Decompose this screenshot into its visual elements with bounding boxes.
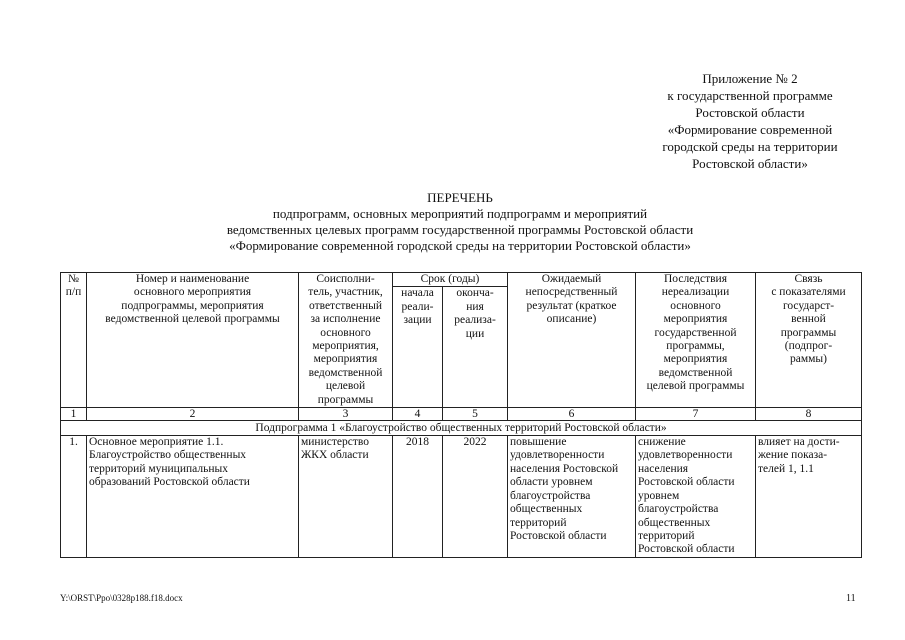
program-table	[60, 272, 862, 558]
text-line: Последствия	[664, 273, 727, 285]
title-lines	[60, 206, 860, 254]
text-line: телей 1, 1.1	[758, 462, 814, 475]
row-name	[87, 436, 299, 558]
row-end: 2022	[443, 436, 508, 558]
row-result	[508, 436, 636, 558]
text-line: основного	[670, 299, 721, 312]
text-line: уровнем	[638, 489, 680, 502]
text-line: образований Ростовской области	[89, 476, 250, 489]
row-consequences	[636, 436, 756, 558]
text-line: Ростовской области	[510, 529, 607, 542]
text-line: населения Ростовской	[510, 462, 619, 475]
text-line: Ростовской области	[695, 105, 805, 120]
row-link	[756, 436, 862, 558]
text-line: (подпрог-	[784, 340, 833, 353]
text-line: тель, участник,	[308, 286, 383, 299]
text-line: территорий	[510, 516, 567, 529]
footer-page-number: 11	[846, 593, 856, 604]
column-number: 5	[443, 408, 508, 421]
title-heading: ПЕРЕЧЕНЬ	[427, 190, 493, 205]
text-line: территорий	[638, 529, 695, 542]
subprogram-title: Подпрограмма 1 «Благоустройство общественных территорий Ростовской области»	[61, 421, 862, 436]
text-line: «Формирование современной городской среды на территории Ростовской области»	[229, 238, 691, 253]
appendix-note	[640, 70, 860, 172]
text-line: непосредственный	[525, 286, 618, 299]
text-line: программы,	[666, 340, 725, 353]
text-line: Ростовской области	[638, 476, 735, 489]
column-number: 6	[508, 408, 636, 421]
header-link	[756, 273, 862, 408]
text-line: ведомственной	[658, 366, 733, 379]
text-line: «Формирование современной	[667, 122, 833, 137]
text-line: Связь	[794, 273, 823, 285]
text-line: целевой	[325, 380, 366, 393]
text-line: городской среды на территории	[662, 139, 838, 154]
text-line: общественных	[510, 503, 583, 516]
column-numbers-row	[61, 408, 862, 421]
text-line: ния	[466, 300, 484, 313]
text-line: нереализации	[661, 286, 730, 299]
text-line: Ожидаемый	[541, 273, 602, 285]
text-line: удовлетворенности	[510, 449, 605, 462]
header-end	[443, 287, 508, 408]
column-number: 2	[87, 408, 299, 421]
text-line: благоустройства	[638, 503, 719, 516]
row-num: 1.	[61, 436, 87, 558]
header-num	[61, 273, 87, 408]
text-line: п/п	[65, 286, 82, 299]
header-result	[508, 273, 636, 408]
text-line: Благоустройство общественных	[89, 449, 247, 462]
text-line: Ростовской области»	[692, 156, 808, 171]
table-row	[61, 436, 862, 558]
text-line: снижение	[638, 436, 686, 449]
text-line: оконча-	[456, 287, 494, 300]
row-executor	[299, 436, 393, 558]
text-line: Соисполни-	[316, 273, 375, 285]
text-line: Ростовской области	[638, 543, 735, 556]
text-line: ведомственной	[308, 366, 383, 379]
text-line: ции	[465, 327, 485, 340]
text-line: описание)	[546, 313, 597, 326]
column-number: 1	[61, 408, 87, 421]
text-line: государст-	[782, 299, 835, 312]
text-line: общественных	[638, 516, 711, 529]
row-start: 2018	[393, 436, 443, 558]
text-line: подпрограммы, мероприятия	[121, 299, 264, 312]
text-line: венной	[791, 313, 826, 326]
document-title	[60, 190, 860, 254]
text-line: области уровнем	[510, 476, 593, 489]
header-executor	[299, 273, 393, 408]
text-line: ответственный	[308, 299, 383, 312]
text-line: Номер и наименование	[135, 273, 250, 285]
text-line: мероприятия,	[312, 340, 379, 353]
text-line: мероприятия	[663, 313, 728, 326]
text-line: ведомственных целевых программ государственной программы Ростовской области	[226, 222, 694, 237]
footer-file-path: Y:\ORST\Ppo\0328p188.f18.docx	[60, 593, 183, 603]
header-start	[393, 287, 443, 408]
column-number: 3	[299, 408, 393, 421]
text-line: программы	[317, 393, 374, 406]
text-line: реализа-	[454, 314, 496, 327]
text-line: мероприятия	[313, 353, 378, 366]
text-line: Приложение № 2	[702, 71, 798, 86]
text-line: мероприятия	[663, 353, 728, 366]
text-line: территорий муниципальных	[89, 462, 228, 475]
text-line: жение показа-	[758, 449, 828, 462]
text-line: удовлетворенности	[638, 449, 733, 462]
text-line: ведомственной целевой программы	[105, 313, 280, 326]
text-line: влияет на дости-	[758, 436, 840, 449]
column-number: 8	[756, 408, 862, 421]
text-line: государственной	[654, 326, 737, 339]
text-line: за исполнение	[310, 313, 381, 326]
text-line: с показателями	[771, 286, 846, 299]
text-line: раммы)	[790, 353, 827, 366]
column-number: 7	[636, 408, 756, 421]
text-line: Основное мероприятие 1.1.	[89, 436, 224, 449]
text-line: к государственной программе	[667, 88, 833, 103]
text-line: №	[68, 273, 79, 285]
header-term: Срок (годы)	[393, 273, 508, 287]
header-consequences	[636, 273, 756, 408]
text-line: целевой программы	[646, 380, 745, 393]
text-line: министерство	[301, 436, 369, 449]
subprogram-row	[61, 421, 862, 436]
text-line: населения	[638, 462, 689, 475]
text-line: программы	[780, 326, 837, 339]
text-line: основного	[320, 326, 371, 339]
text-line: подпрограмм, основных мероприятий подпрограмм и мероприятий	[272, 206, 648, 221]
text-line: основного мероприятия	[133, 286, 252, 299]
text-line: повышение	[510, 436, 567, 449]
text-line: результат (краткое	[526, 299, 617, 312]
header-row	[61, 273, 862, 287]
text-line: зации	[403, 314, 432, 327]
text-line: ЖКХ области	[301, 449, 369, 462]
header-name	[87, 273, 299, 408]
text-line: реали-	[401, 300, 434, 313]
text-line: благоустройства	[510, 489, 591, 502]
text-line: начала	[401, 287, 434, 300]
column-number: 4	[393, 408, 443, 421]
